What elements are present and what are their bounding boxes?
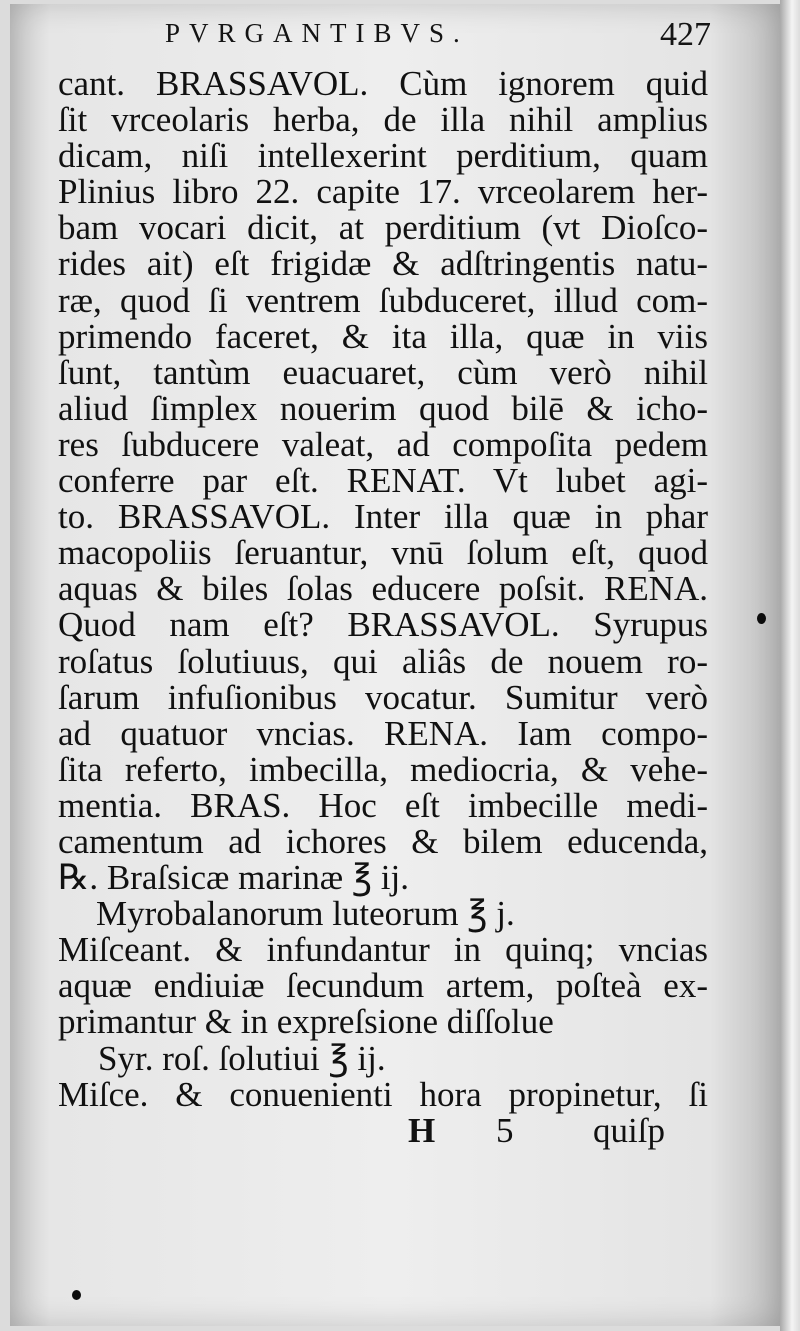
- text-line: macopoliis ſeruantur, vnū ſolum eſt, quod: [58, 533, 708, 573]
- signature-number: 5: [496, 1110, 514, 1150]
- text-line: dicam, niſi intellexerint perditium, quam: [58, 136, 708, 176]
- signature-mark: H: [408, 1110, 436, 1150]
- ink-spot: [72, 1290, 81, 1300]
- recipe-line: primantur & in expreſsione diſſolue: [58, 1002, 554, 1042]
- signature-line: [58, 1110, 708, 1150]
- text-line: primendo faceret, & ita illa, quæ in viis: [58, 316, 708, 356]
- recipe-line: Miſce. & conuenienti hora propinetur, ſi: [58, 1074, 708, 1114]
- catchword: quiſp: [593, 1110, 665, 1150]
- text-line: ad quatuor vncias. RENA. Iam compo-: [58, 713, 708, 753]
- recipe-line: ℞. Braſsicæ marinæ ℥ ij.: [58, 858, 410, 898]
- text-line: roſatus ſolutiuus, qui aliâs de nouem ro-: [58, 641, 708, 681]
- text-line: Plinius libro 22. capite 17. vrceolarem her-: [58, 172, 708, 212]
- text-line: mentia. BRAS. Hoc eſt imbecille medi-: [58, 785, 708, 825]
- text-line: Quod nam eſt? BRASSAVOL. Syrupus: [58, 605, 708, 645]
- text-line: ræ, quod ſi ventrem ſubduceret, illud com-: [58, 280, 708, 320]
- text-line: cant. BRASSAVOL. Cùm ignorem quid: [58, 64, 708, 103]
- text-line: rides ait) eſt frigidæ & adſtringentis natu-: [58, 244, 708, 284]
- text-line: camentum ad ichores & bilem educenda,: [58, 821, 708, 861]
- text-line: ſit vrceolaris herba, de illa nihil amplius: [58, 100, 708, 140]
- recipe-line: aquæ endiuiæ ſecundum artem, poſteà ex-: [58, 966, 708, 1006]
- ink-spot: [757, 613, 766, 624]
- text-line: bam vocari dicit, at perditium (vt Dioſco-: [58, 208, 708, 248]
- text-line: res ſubducere valeat, ad compoſita pedem: [58, 424, 708, 464]
- text-line: conferre par eſt. RENAT. Vt lubet agi-: [58, 461, 708, 501]
- recipe-line: Myrobalanorum luteorum ℥ j.: [96, 894, 515, 934]
- text-line: aliud ſimplex nouerim quod bilē & icho-: [58, 388, 708, 428]
- running-head: PVRGANTIBVS.: [165, 18, 469, 48]
- body-text: [58, 66, 708, 1149]
- text-line: ſarum infuſionibus vocatur. Sumitur verò: [58, 677, 708, 717]
- page-number: 427: [660, 16, 711, 53]
- recipe-line: Syr. roſ. ſolutiui ℥ ij.: [98, 1038, 386, 1078]
- text-line: ſunt, tantùm euacuaret, cùm verò nihil: [58, 352, 708, 392]
- text-line: aquas & biles ſolas educere poſsit. RENA.: [58, 569, 708, 609]
- text-line: to. BRASSAVOL. Inter illa quæ in phar: [58, 497, 708, 537]
- text-line: ſita referto, imbecilla, mediocria, & vehe-: [58, 749, 708, 789]
- page-header: [0, 16, 800, 60]
- recipe-line: Miſceant. & infundantur in quinq; vncias: [58, 930, 708, 970]
- page-edge: [780, 0, 800, 1331]
